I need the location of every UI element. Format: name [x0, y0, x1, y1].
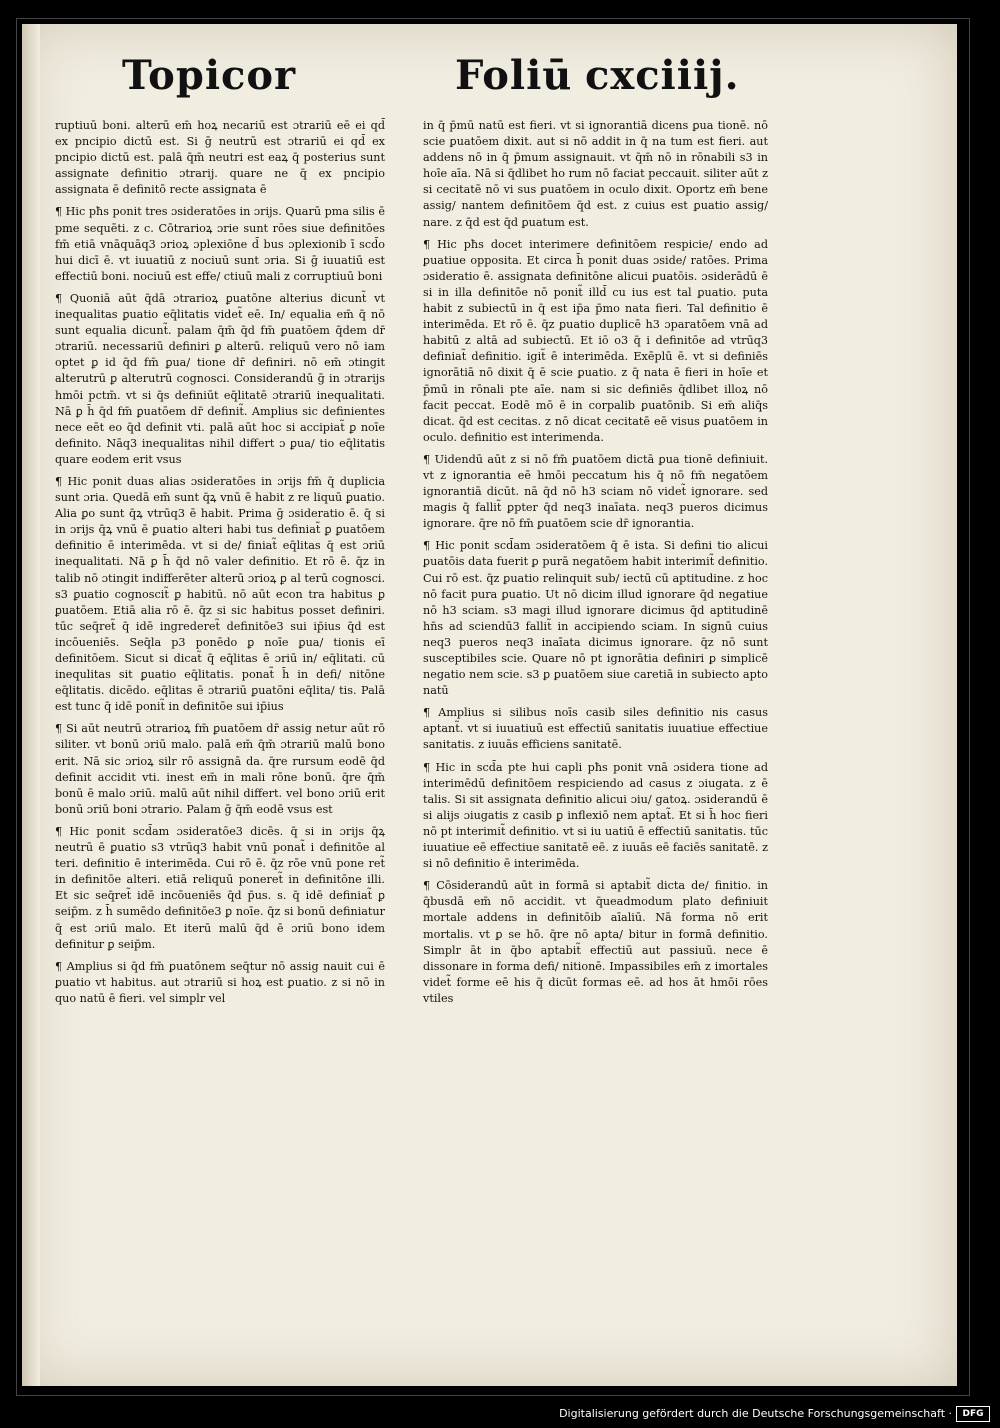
paragraph: ¶ Hic in scd̄a pte hui capli pħs ponit vnā ɔsidera tione ad interimēdū definitōem respiciendo ad casus z ɔiugata. z ē talis. Si sit assignata definitio alicui ɔiu/ gatoꝝ. ɔsiderandū ē si alijs ɔiugatis z casib ꝑ inflexiō nem aptat̃. Et si h̄ hoc fieri nō pt interimit̃ definitio. vt si iu uatiū ē effectiū sanitatis. tūc iuuatiue eē effectiue sanitatē eē. z iuuās eē faciēs sanitatē. z si nō definitio ē interimēda.: [423, 760, 768, 871]
paragraph: ¶ Hic ponit scd̄am ɔsideratōem q̄ ē ista. Si defini tio alicui ꝑuatōis data fuerit ꝑ purā negatōem habit interimit̃ definitio. Cui rō est. q̄z ꝑuatio relinquit sub/ iectū cū aptitudine. z hoc nō facit pura ꝑuatio. Ut nō dicim illud ignorare q̄d negatiue nō h3 sciam. s3 magi illud ignorare dicimus q̄d aptitudinē hn̄s ad sciendū3 fallit̃ in accipiendo sciam. In signū cuius neq3 pueros neq3 inaīata dicimus ignorare. q̄z nō sunt susceptibiles scie. Quare nō pt ignorātia definiri ꝑ simplicē negatio nem scie. s3 ꝑ ꝑuatōem siue caretiā in subiecto apto natū: [423, 539, 768, 698]
dfg-logo: DFG: [956, 1406, 990, 1422]
footer-bar: [0, 1398, 1000, 1428]
footer-credit: Digitalisierung gefördert durch die Deutsche Forschungsgemeinschaft ·: [559, 1407, 952, 1420]
paragraph: ¶ Amplius si q̄d fm̄ ꝑuatōnem seq̄tur nō assig nauit cui ē ꝑuatio vt habitus. aut ɔtrariū si hoꝝ est ꝑuatio. z si nō in quo natū ē fieri. vel simplr vel: [55, 959, 385, 1005]
paragraph: ¶ Hic ponit scd̄am ɔsideratōe3 dicēs. q̄ si in ɔrijs q̄ꝝ neutrū ē ꝑuatio s3 vtrūq3 habit vnū ponat̃ i definitōe al teri. definitio ē interimēda. Cui rō ē. q̄z rōe vnū pone ret̃ in definitōe alteri. etiā reliquū poneret̃ in definitōne illi. Et sic seq̄ret̃ idē incōueniēs q̄d p̄us. s. q̄ idē definiat̃ ꝑ seip̄m. z h̄ sumēdo definitōe3 ꝑ noīe. q̄z si bonū definiatur q̄ est ɔriū malo. Et iterū malū q̄d ē ɔriū bono idem definitur ꝑ seip̄m.: [55, 824, 385, 951]
paragraph: ¶ Hic ponit duas alias ɔsideratōes in ɔrijs fm̄ q̄ duplicia sunt ɔria. Quedā em̄ sunt q̄ꝝ vnū ē habit z re liquū ꝑuatio. Alia ꝑo sunt q̄ꝝ vtrūq3 ē habit. Prima ḡ ɔsideratio ē. q̄ si in ɔrijs q̄ꝝ vnū ē ꝑuatio alteri habi tus definiat̃ ꝑ ꝑuatōem definitio ē interimēda. vt si de/ finiat̃ eq̄litas q̄ est ɔriū inequalitati. Nā ꝑ h̄ q̄d nō valer definitio. Et rō ē. q̄z in talib nō ɔtingit indifferēter alterū ɔrioꝝ ꝑ al terū cognosci. s3 ꝑuatio cognoscit̃ ꝑ habitū. nō aūt econ tra habitus ꝑ ꝑuatōem. Etiā alia rō ē. q̄z si sic habitus posset definiri. tūc seq̄ret̃ q̄ idē ingrederet̃ definitōe3 sui ip̄ius q̄d est incōueniēs. Seq̄la p3 ponēdo ꝑ noīe ꝑua/ tionis eī definitōem. Sicut si dicat̃ q̄ eq̄litas ē ɔriū in/ eq̄litati. cū inequlitas sit ꝑuatio eq̄litatis. ponat̃ h̄ in defi/ nitōne eq̄litatis. dicēdo. eq̄litas ē ɔtrariū ꝑuatōni eq̄lita/ tis. Palā est tunc q̄ idē ponit̃ in definitōe sui ip̄ius: [55, 474, 385, 714]
paragraph: ¶ Hic pħs docet interimere definitōem respicie/ endo ad ꝑuatiue opposita. Et circa h̄ ponit duas ɔside/ ratōes. Prima ɔsideratio ē. assignata definitōne alicui ꝑuatōis. ɔsiderādū ē si in illa definitōe nō ponit̃ illd̄ cu ius est tal ꝑuatio. puta habit z subiectū in q̄ est ip̄a p̄mo nata fieri. Tal definitio ē interimēda. Et rō ē. q̄z ꝑuatio duplicē h3 ɔparatōem vnā ad habitū z altā ad subiectū. Et iō o3 q̄ i definitōe ad vtrūq3 definiat̃ definitio. igit̃ ē interimēda. Exēplū ē. vt si definiēs ignorātiā nō dixit q̄ ē scie ꝑuatio. z q̄ nata ē fieri in hoīe et p̄mū in rōnali pte aīe. nam si sic definiēs q̄dlibet illoꝝ nō facit peccat. Eodē mō ē in corpalib ꝑuatōnib. Si em̄ aliq̄s dicat. q̄d est cecitas. z nō dicat cecitatē eē visus ꝑuatōem in oculo. definitio est interimenda.: [423, 237, 768, 444]
page-gutter-shadow: [22, 24, 40, 1386]
paragraph: ¶ Hic pħs ponit tres ɔsideratōes in ɔrijs. Quarū pma silis ē pme sequēti. z c. Cōtrarioꝝ ɔrie sunt rōes siue definitōes fm̄ etiā vnāquāq3 ɔrioꝝ ɔplexiōne d̄ bus ɔplexionib ī scd̄o hui dicī ē. vt iuuatiū z nociuū sunt ɔria. Si ḡ iuuatiū est effectiū boni. nociuū est effe/ ctiuū mali z corruptiuū boni: [55, 205, 385, 283]
text-column-right: [423, 118, 768, 1013]
paragraph: ¶ Si aūt neutrū ɔtrarioꝝ fm̄ ꝑuatōem dr̄ assig netur aūt rō siliter. vt bonū ɔriū malo. palā em̄ q̄m̄ ɔtrariū malū bono erit. Nā sic ɔrioꝝ silr rō assignā da. q̄re rursum eodē q̄d definit accidit vti. inest em̄ in mali rōne bonū. q̄re q̄m̄ bonū ē malo ɔriū. malū aūt nihil differt. vel bono ɔriū erit bonū ɔriū boni ɔtrario. Palam ḡ q̄m̄ eodē vsus est: [55, 722, 385, 816]
paragraph: ¶ Amplius si silibus noīs casib siles definitio nis casus aptant̃. vt si iuuatiuū est effectiū sanitatis iuuatiue effectiue sanitatis. z iuuās efficiens sanitatē.: [423, 706, 768, 752]
text-column-left: [55, 118, 385, 1013]
running-head-folio-number: cxciiij.: [585, 52, 740, 99]
running-head-left: Topicor: [122, 52, 297, 99]
paragraph: ruptiuū boni. alterū em̄ hoꝝ necariū est ɔtrariū eē ei qd̄ ex pncipio dictū est. Si ḡ neutrū est ɔtrariū ei qd̄ ex pncipio dictū est. palā q̄m̄ neutri est eaꝝ q̄ posterius sunt assignate definitio ɔtrarij. quare ne q̄ ex pncipio assignata ē definitō recte assignata ē: [55, 119, 385, 197]
paragraph: ¶ Cōsiderandū aūt in formā si aptabit̃ dicta de/ finitio. in q̄busdā em̄ nō accidit. vt q̄ueadmodum plato definiuit mortale addens in definitōib aīaliū. Nā forma nō erit mortalis. vt ꝑ se hō. q̄re nō apta/ bitur in formā definitio. Simplr āt in q̄bo aptabit̃ effectiū aut passiuū. nece ē dissonare in forma defi/ nitionē. Impassibiles em̄ z imortales videt̃ forme eē his q̄ dicūt formas eē. ad hos āt hmōi rōes vtiles: [423, 879, 768, 1005]
paragraph: in q̄ p̄mū natū est fieri. vt si ignorantiā dicens ꝑua tionē. nō scie ꝑuatōem dixit. aut si nō addit in q̄ na tum est fieri. aut addens nō in q̄ p̄mum assignauit. vt q̄m̄ nō in rōnabili s3 in hoīe aīa. Nā si q̄dlibet ho rum nō faciat peccauit. siliter aūt z si cecitatē nō vi sus ꝑuatōem in oculo dixit. Oportz em̄ bene assig/ nantem definitōem q̄d est. z cuius est ꝑuatio assig/ nare. z q̄d est q̄d ꝑuatum est.: [423, 119, 768, 229]
paragraph: ¶ Uidendū aūt z si nō fm̄ ꝑuatōem dictā ꝑua tionē definiuit. vt z ignorantia eē hmōi peccatum his q̄ nō fm̄ negatōem ignorantiā dicūt. nā q̄d nō h3 sciam nō videt̃ ignorare. sed magis q̄ fallit̃ ꝑpter q̄d neq3 inaīata. neq3 pueros dicimus ignorare. q̄re nō fm̄ ꝑuatōem scie dr̄ ignorantia.: [423, 452, 768, 531]
running-head-folio-label: Foliū: [455, 52, 573, 99]
paragraph: ¶ Quoniā aūt q̄dā ɔtrarioꝝ ꝑuatōne alterius dicunt̃ vt inequalitas ꝑuatio eq̄litatis videt̃ eē. In/ equalia em̄ q̄ nō sunt equalia dicunt̃. palam q̄m̄ q̄d fm̄ ꝑuatōem q̄dem dr̄ ɔtrariū. necessariū definiri ꝑ alterū. reliquū vero nō iam optet ꝑ id q̄d fm̄ ꝑua/ tione dr̄ definiri. nō em̄ ɔtingit alterutrū ꝑ alterutrū cognosci. Considerandū ḡ in ɔtrarijs hmōi pctm̄. vt si q̄s definiūt eq̄litatē ɔtrariū inequalitati. Nā ꝑ h̄ q̄d fm̄ ꝑuatōem dr̄ definit̃. Amplius sic definientes nece eēt eo q̄d definit vti. palā aūt hoc si accipiat̃ ꝑ noīe definito. Nāq3 inequalitas nihil differt ɔ ꝑua/ tio eq̄litatis quare eodem erit vsus: [55, 291, 385, 466]
